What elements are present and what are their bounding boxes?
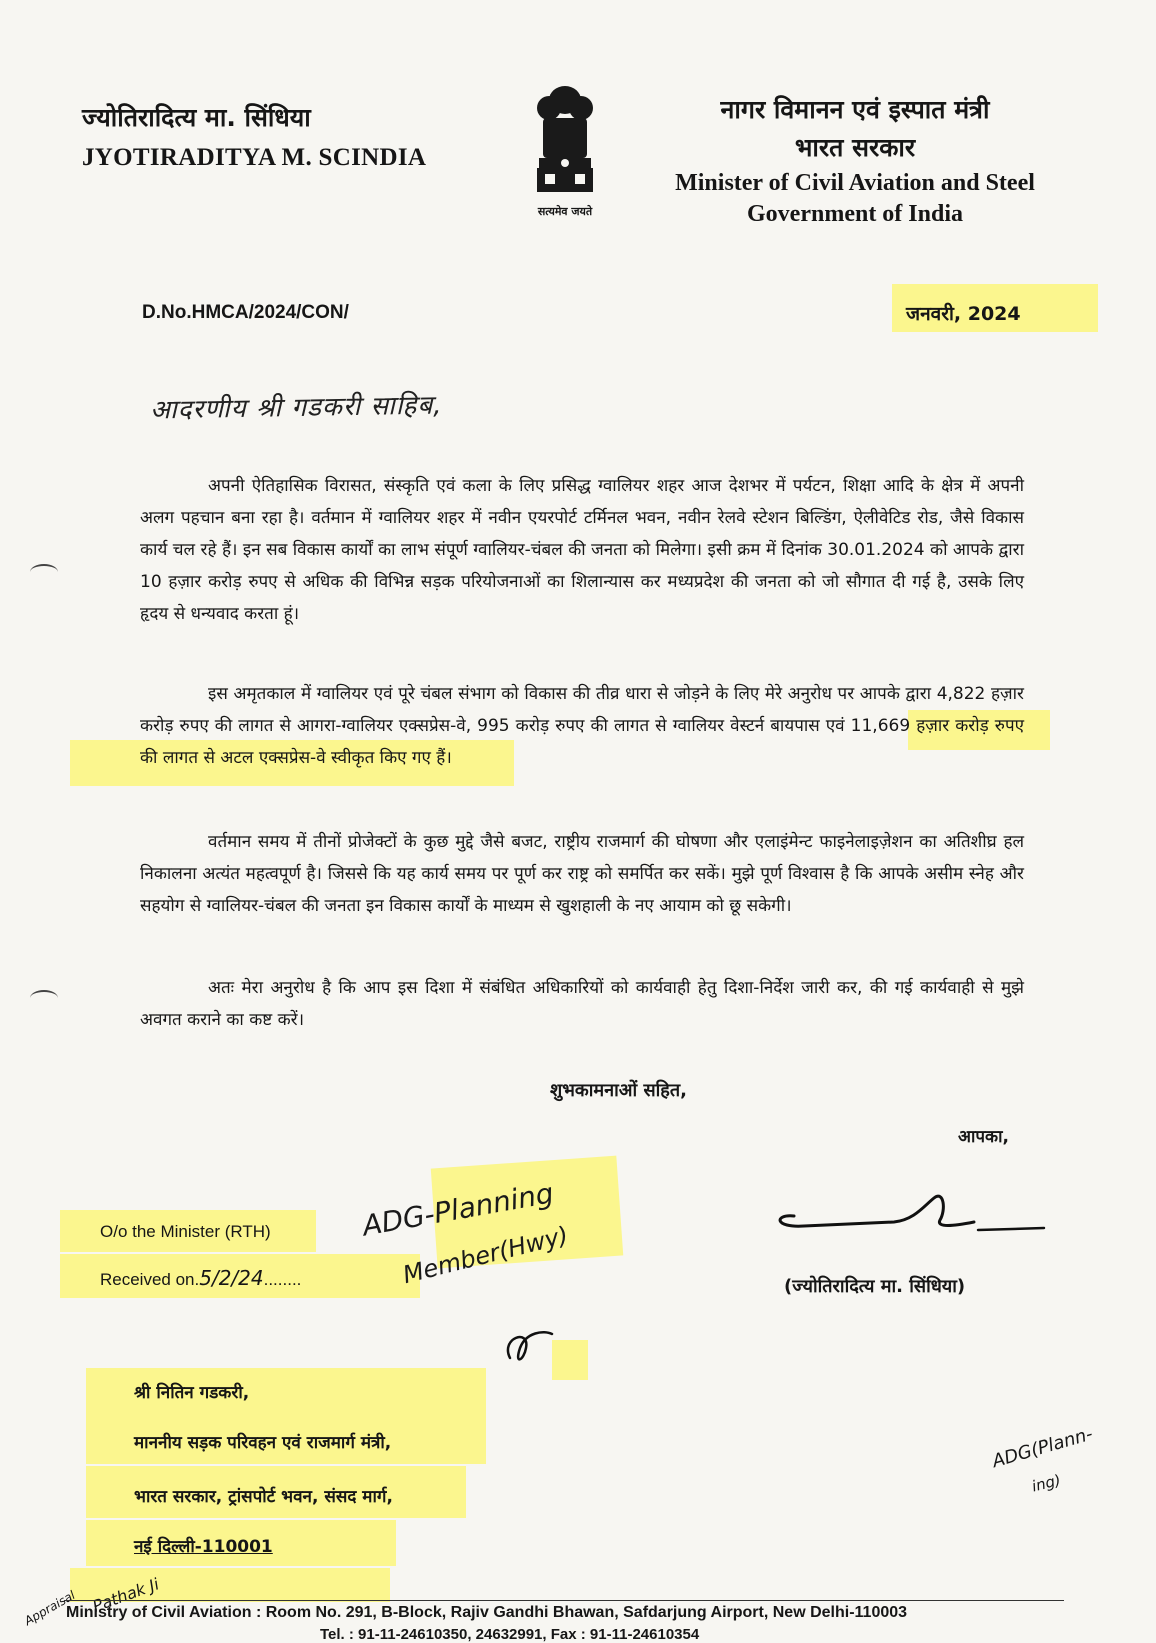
addressee-name: श्री नितिन गडकरी, [134,1383,250,1403]
footer-divider [64,1600,1064,1601]
national-emblem [520,78,610,219]
footer-contact: Tel. : 91-11-24610350, 24632991, Fax : 91-11-24610354 [320,1626,700,1643]
body-paragraph: वर्तमान समय में तीनों प्रोजेक्टों के कुछ मुद्दे जैसे बजट, राष्ट्रीय राजमार्ग की घोषणा और एलाइंमेन्ट फाइनेलाइज़ेशन का अतिशीघ्र हल निकालना अत्यंत महत्वपूर्ण है। जिससे कि यह कार्य समय पर पूर्ण कर राष्ट्र को समर्पित कर सकें। मुझे पूर्ण विश्वास है कि आपके असीम स्नेह और सहयोग से ग्वालियर-चंबल की जनता इन विकास कार्यों के माध्यम से खुशहाली के नए आयाम को छू सकेगी। [140,832,1024,916]
government-english: Government of India [747,201,963,227]
punch-hole-mark [30,564,58,580]
addressee-office: भारत सरकार, ट्रांसपोर्ट भवन, संसद मार्ग, [134,1487,393,1507]
punch-hole-mark [30,990,58,1006]
letter-date: जनवरी, 2024 [906,303,1021,325]
handwritten-note-side: Appraisal [22,1587,78,1629]
footer-address: Ministry of Civil Aviation : Room No. 291, B-Block, Rajiv Gandhi Bhawan, Safdarjung Airport, New Delhi-110003 [66,1604,908,1621]
handwritten-signature [764,1176,1054,1246]
ministry-title-english: Minister of Civil Aviation and Steel [675,170,1035,196]
letterhead-left [82,100,426,172]
closing-greeting: शुभकामनाओं सहित, [550,1080,687,1101]
received-date: 5/2/24 [199,1266,264,1290]
handwritten-note-member: Member(Hwy) [400,1221,572,1290]
handwritten-salutation: आदरणीय श्री गडकरी साहिब, [149,390,443,426]
body-paragraph: इस अमृतकाल में ग्वालियर एवं पूरे चंबल संभाग को विकास की तीव्र धारा से जोड़ने के लिए मेरे अनुरोध पर आपके द्वारा 4,822 हज़ार करोड़ रुपए की लागत से आगरा-ग्वालियर एक्सप्रेस-वे, 995 करोड़ रुपए की लागत से ग्वालियर वेस्टर्न बायपास एवं 11,669 हज़ार करोड़ रुपए की लागत से अटल एक्सप्रेस-वे स्वीकृत किए गए हैं। [140,684,1024,768]
minister-name-hindi: ज्योतिरादित्य मा. सिंधिया [82,103,311,132]
letterhead-right [640,92,1070,228]
ministry-title-hindi: नागर विमानन एवं इस्पात मंत्री [720,95,990,124]
addressee-designation: माननीय सड़क परिवहन एवं राजमार्ग मंत्री, [134,1433,392,1453]
closing-yours: आपका, [958,1127,1009,1147]
handwritten-note-adg: ADG-Planning [360,1176,556,1243]
emblem-motto: सत्यमेव जयते [537,205,593,218]
receipt-stamp-received [100,1266,301,1290]
handwritten-note-pathak: Pathak Ji [90,1574,162,1616]
government-hindi: भारत सरकार [794,133,916,162]
ashoka-emblem-icon [525,78,605,198]
receipt-stamp-office: O/o the Minister (RTH) [100,1222,271,1241]
received-label: Received on. [100,1270,200,1289]
handwritten-note-adg-right-2: ing) [1030,1470,1063,1496]
handwritten-initial [500,1318,560,1378]
signatory-name: (ज्योतिरादित्य मा. सिंधिया) [784,1276,966,1297]
received-dots: ........ [263,1270,302,1289]
reference-number: D.No.HMCA/2024/CON/ [142,302,349,323]
minister-name-english: JYOTIRADITYA M. SCINDIA [82,144,427,171]
body-paragraph: अतः मेरा अनुरोध है कि आप इस दिशा में संबंधित अधिकारियों को कार्यवाही हेतु दिशा-निर्देश जारी कर, की गई कार्यवाही से मुझे अवगत कराने का कष्ट करें। [140,978,1024,1030]
body-paragraph: अपनी ऐतिहासिक विरासत, संस्कृति एवं कला के लिए प्रसिद्ध ग्वालियर शहर आज देशभर में पर्यटन, शिक्षा आदि के क्षेत्र में अपनी अलग पहचान बना रहा है। वर्तमान में ग्वालियर शहर में नवीन एयरपोर्ट टर्मिनल भवन, नवीन रेलवे स्टेशन बिल्डिंग, ऐलीवेटिड रोड, जैसे विकास कार्य चल रहे हैं। इन सब विकास कार्यों का लाभ संपूर्ण ग्वालियर-चंबल की जनता को मिलेगा। इसी क्रम में दिनांक 30.01.2024 को आपके द्वारा 10 हज़ार करोड़ रुपए से अधिक की विभिन्न सड़क परियोजनाओं का शिलान्यास कर मध्यप्रदेश की जनता को जो सौगात दी गई है, उसके लिए हृदय से धन्यवाद करता हूं। [140,476,1024,624]
addressee-city: नई दिल्ली-110001 [134,1537,273,1557]
handwritten-note-adg-right: ADG(Plann- [990,1423,1096,1473]
